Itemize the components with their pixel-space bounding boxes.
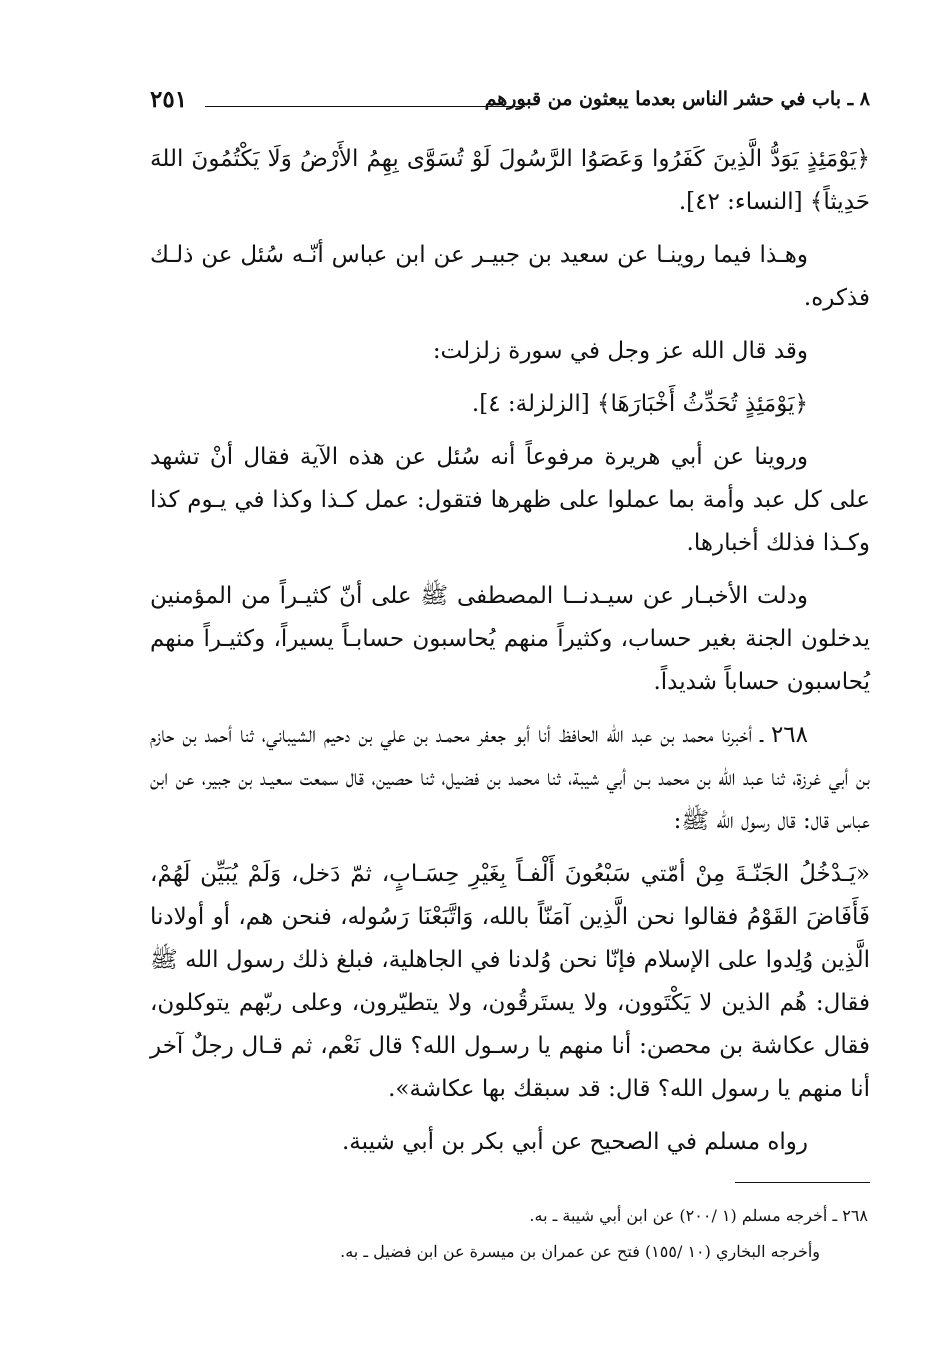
paragraph-narration: وهـذا فيما روينـا عن سعيد بن جبيـر عن ابن عباس أنّـه سُئل عن ذلـك فذكره. xyxy=(150,242,870,311)
hadith-text: «يَـدْخُلُ الجَنّـةَ مِنْ أمّتي سَبْعُونَ أَلْفـاً بِغَيْرِ حِسَـابٍ، ثمّ دَخل، وَلَمْ يُبَيِّن لَهُمْ، فَأَفَاضَ القَوْمُ فقالوا نحن الَّذِين آمَنّاً بالله، وَاتَّبَعْنَا رَسُوله، فنحن هم، أو أولادنا الَّذِين وُلِدوا على الإسلام فإنّا نحن وُلدنا في الجاهلية، فبلغ ذلك رسول الله ﷺ فقال: هُم الذين لا يَكْتَوون، ولا يستَرقُون، ولا يتطيّرون، وعلى ربّهم يتوكلون، فقال عكاشة بن محصن: أنا منهم يا رسـول الله؟ قال نَعْم، ثم قـال رجلٌ آخر أنا منهم يا رسول الله؟ قال: قد سبقك بها عكاشة». xyxy=(150,861,870,1102)
footnote-268: ٢٦٨ ـ أخرجه مسلم (١ /٢٠٠) عن ابن أبي شيبة ـ به. xyxy=(529,1206,868,1225)
header-rule xyxy=(205,106,525,107)
quran-verse-zalzalah: ﴿يَوْمَئِذٍ تُحَدِّثُ أَخْبَارَهَا﴾ [الزلزلة: ٤]. xyxy=(471,391,808,417)
main-text xyxy=(150,138,870,1174)
running-header xyxy=(150,88,870,118)
paragraph-abu-hurayra: وروينا عن أبي هريرة مرفوعاً أنه سُئل عن هذه الآية فقال أنْ تشهد على كل عبد وأمة بما عملوا على ظهرها فتقول: عمل كـذا وكذا في يـوم كذا وكـذا فذلك أخبارها. xyxy=(150,444,870,556)
paragraph-zalzalah-intro: وقد قال الله عز وجل في سورة زلزلت: xyxy=(432,338,808,364)
hadith-chain: ٢٦٨ ـ أخبرنا محمد بن عبد الله الحافظ أنا أبو جعفر محمـد بن علي بن دحيم الشيباني، ثنا أحمد بن حازم بن أبي غرزة، ثنا عبد الله بن محمد بـن أبي شيبة، ثنا محمد بن فضيل، ثنا حصين، قال سمعت سعيـد بن جبير، عن ابن عباس قال: قال رسول الله ﷺ: xyxy=(150,722,870,834)
page-number: ٢٥١ xyxy=(150,86,188,113)
paragraph-muslim: رواه مسلم في الصحيح عن أبي بكر بن أبي شيبة. xyxy=(341,1129,808,1155)
quran-verse-nisa: ﴿يَوْمَئِذٍ يَوَدُّ الَّذِينَ كَفَرُوا وَعَصَوُا الرَّسُولَ لَوْ تُسَوَّى بِهِمُ الأَرْضُ وَلَا يَكْتُمُونَ اللهَ حَدِيثاً﴾ [النساء: ٤٢]. xyxy=(150,146,870,215)
chapter-title: ٨ ـ باب في حشر الناس بعدما يبعثون من قبورهم xyxy=(484,88,870,110)
footnotes xyxy=(150,1198,868,1270)
footnote-rule xyxy=(735,1182,870,1183)
paragraph-reports: ودلت الأخبـار عن سيـدنــا المصطفى ﷺ على أنّ كثيـراً من المؤمنين يدخلون الجنة بغير حساب، وكثيراً منهم يُحاسبون حسابـاً يسيراً، وكثيـراً منهم يُحاسبون حساباً شديداً. xyxy=(150,583,870,695)
footnote-bukhari: وأخرجه البخاري (١٠ /١٥٥) فتح عن عمران بن ميسرة عن ابن فضيل ـ به. xyxy=(340,1242,820,1261)
